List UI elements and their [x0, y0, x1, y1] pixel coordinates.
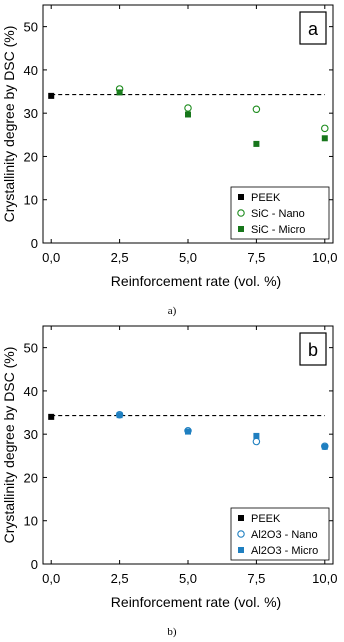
- x-tick-label: 5,0: [178, 571, 198, 586]
- x-tick-label: 2,5: [110, 250, 129, 265]
- y-tick-label: 0: [30, 236, 38, 251]
- y-tick-label: 50: [23, 19, 38, 35]
- x-tick-label: 2,5: [110, 571, 129, 586]
- x-tick-label: 5,0: [178, 250, 198, 265]
- y-tick-label: 20: [23, 470, 38, 486]
- caption-b: b): [167, 626, 177, 638]
- x-tick-label: 0,0: [42, 250, 61, 265]
- data-point-peek: [48, 414, 54, 420]
- legend-marker: [238, 547, 244, 553]
- y-axis-label: Crystallinity degree by DSC (%): [1, 25, 17, 223]
- legend-marker: [238, 515, 244, 521]
- y-tick-label: 30: [23, 427, 38, 443]
- x-tick-label: 0,0: [42, 571, 61, 586]
- chart-panel-a: [1, 5, 337, 289]
- panel-label: b: [307, 340, 319, 360]
- data-point-sic-nano: [253, 106, 259, 112]
- data-point-sic-nano: [322, 125, 328, 131]
- x-tick-label: 10,0: [312, 571, 338, 586]
- y-tick-label: 40: [23, 383, 38, 399]
- y-tick-label: 40: [23, 62, 38, 78]
- data-point-al2o3-nano: [253, 438, 259, 444]
- y-tick-label: 10: [23, 513, 38, 529]
- y-tick-label: 30: [23, 106, 38, 122]
- y-tick-label: 50: [23, 340, 38, 356]
- y-axis-label: Crystallinity degree by DSC (%): [1, 346, 17, 544]
- y-tick-label: 20: [23, 149, 38, 165]
- legend-label: SiC - Nano: [251, 208, 305, 220]
- legend-label: Al2O3 - Micro: [251, 545, 319, 557]
- legend-label: SiC - Micro: [251, 224, 306, 236]
- y-tick-label: 10: [23, 192, 38, 208]
- data-point-sic-micro: [185, 111, 191, 117]
- y-tick-label: 0: [30, 557, 38, 572]
- data-point-sic-micro: [253, 141, 259, 147]
- x-tick-label: 7,5: [247, 250, 266, 265]
- panel-label: a: [307, 19, 319, 39]
- legend-marker: [238, 226, 244, 232]
- legend-label: PEEK: [251, 192, 281, 204]
- x-tick-label: 10,0: [312, 250, 338, 265]
- data-point-sic-micro: [322, 135, 328, 141]
- data-point-peek: [48, 93, 54, 99]
- chart-panel-b: [1, 326, 337, 610]
- x-tick-label: 7,5: [247, 571, 266, 586]
- legend-label: PEEK: [251, 513, 281, 525]
- data-point-sic-nano: [185, 105, 191, 111]
- caption-a: a): [167, 305, 177, 317]
- x-axis-label: Reinforcement rate (vol. %): [110, 273, 282, 289]
- x-axis-label: Reinforcement rate (vol. %): [110, 594, 282, 610]
- legend-marker: [238, 194, 244, 200]
- legend-label: Al2O3 - Nano: [251, 529, 318, 541]
